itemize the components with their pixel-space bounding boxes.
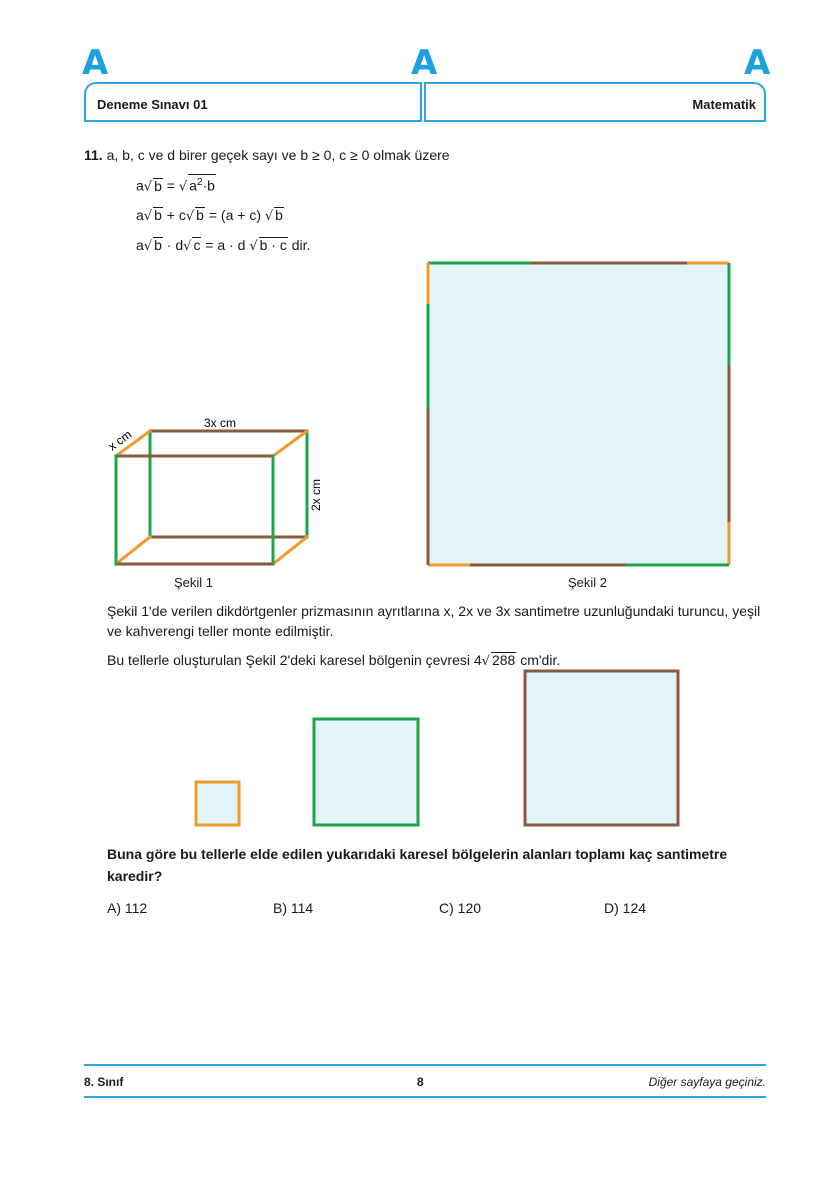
exam-letter-center: A: [411, 43, 438, 83]
orange-square: [196, 782, 239, 825]
question-text-1: Şekil 1'de verilen dikdörtgenler prizmasının ayrıtlarına x, 2x ve 3x santimetre uzunluğundaki turuncu, yeşil ve kahverengi teller monte edilmiştir.: [107, 603, 761, 639]
text2-after: cm'dir.: [520, 652, 561, 668]
figure-1-caption: Şekil 1: [174, 575, 214, 590]
figure-2-caption: Şekil 2: [568, 575, 608, 590]
f2-rhs: = (a + c): [208, 207, 261, 223]
square-fill: [428, 263, 729, 565]
radical-sign: √: [143, 179, 153, 195]
label-3x: 3x cm: [204, 416, 237, 430]
f1-rad: b: [154, 177, 162, 194]
f2-rad2: b: [196, 207, 204, 223]
label-x: x cm: [105, 427, 135, 454]
text2-rad: 288: [491, 652, 516, 668]
f3-dot: ·: [166, 237, 172, 253]
f3-suffix: dir.: [291, 237, 311, 253]
brown-square: [525, 671, 678, 825]
f1-eq: =: [166, 177, 175, 194]
formula-1: [136, 174, 216, 198]
text2-before: Bu tellerle oluşturulan Şekil 2'deki karesel bölgenin çevresi 4: [107, 652, 482, 668]
radical-sign: √: [249, 239, 258, 254]
f2-rad1: b: [154, 207, 162, 223]
f1-rhs-exp: 2: [196, 177, 203, 188]
exam-letter-right: A: [744, 43, 771, 83]
f3-coef2: d: [175, 237, 184, 253]
f1-coef: a: [136, 177, 144, 194]
radical-sign: √: [481, 654, 490, 669]
radical-sign: √: [183, 239, 192, 254]
three-squares: [190, 665, 690, 835]
question-number: 11.: [84, 147, 103, 163]
radical-sign: √: [264, 209, 274, 224]
header-box-left: [84, 82, 422, 122]
option-d[interactable]: D) 124: [604, 900, 647, 916]
option-c[interactable]: C) 120: [439, 900, 482, 916]
formula-3: [136, 235, 310, 257]
subject-title: Matematik: [692, 97, 756, 112]
radical-sign: √: [178, 179, 188, 195]
edge-orange: [273, 537, 307, 564]
f2-coef1: a: [136, 207, 144, 223]
edge-orange: [116, 537, 150, 564]
f2-coef2: c: [178, 207, 186, 223]
radical-sign: √: [143, 239, 153, 254]
figure-1-prism: [100, 410, 330, 580]
footer-page-number: 8: [417, 1075, 424, 1089]
header-box-right: [424, 82, 766, 122]
f3-rhs: = a · d: [205, 237, 246, 253]
option-b[interactable]: B) 114: [273, 900, 314, 916]
f1-rhs-rad: [188, 174, 216, 194]
f3-rad1: b: [154, 237, 162, 253]
option-a[interactable]: A) 112: [107, 900, 148, 916]
edge-orange: [273, 431, 307, 456]
green-square: [314, 719, 418, 825]
footer-rule-bottom: [84, 1096, 766, 1098]
f1-rhs-tail: ·b: [202, 177, 215, 194]
formula-2: [136, 205, 284, 227]
question-intro-text: a, b, c ve d birer geçek sayı ve b ≥ 0, c ≥ 0 olmak üzere: [106, 147, 450, 163]
footer-rule-top: [84, 1064, 766, 1066]
label-2x: 2x cm: [309, 478, 323, 511]
radical-sign: √: [143, 209, 153, 224]
figure-2-square: [420, 255, 740, 575]
footer-grade: 8. Sınıf: [84, 1075, 124, 1089]
question-intro: [84, 145, 450, 165]
footer-next-page: Diğer sayfaya geçiniz.: [648, 1075, 766, 1089]
f2-plus: +: [166, 207, 175, 223]
question-prompt: Buna göre bu tellerle elde edilen yukarıdaki karesel bölgelerin alanları toplamı kaç santimetre karedir?: [107, 846, 728, 884]
f1-rhs-base: a: [189, 177, 197, 194]
f3-rad2: c: [193, 237, 201, 253]
f2-rhs-rad: b: [275, 207, 283, 223]
f3-coef1: a: [136, 237, 144, 253]
exam-letter-left: A: [82, 43, 109, 83]
exam-title: Deneme Sınavı 01: [97, 97, 208, 112]
radical-sign: √: [185, 209, 195, 224]
f3-rhs-rad: b · c: [259, 237, 287, 253]
